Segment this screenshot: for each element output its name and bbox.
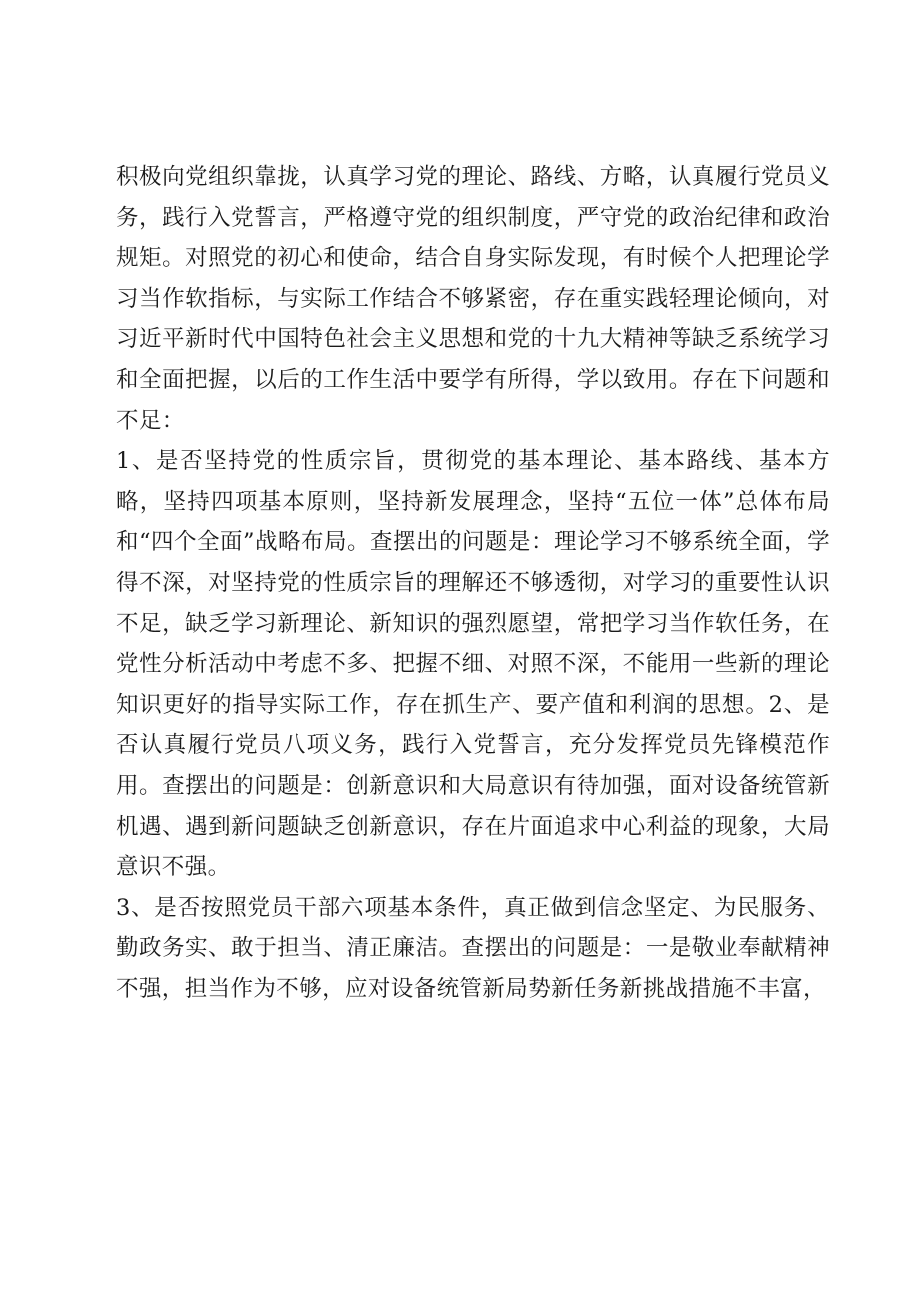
paragraph-item-3: 3、是否按照党员干部六项基本条件，真正做到信念坚定、为民服务、勤政务实、敢于担当、清正廉洁。查摆出的问题是：一是敬业奉献精神不强，担当作为不够，应对设备统管新局势新任务新挑战措施不丰富， <box>116 894 830 1002</box>
paragraph-item-1-2: 1、是否坚持党的性质宗旨，贯彻党的基本理论、基本路线、基本方略，坚持四项基本原则，坚持新发展理念，坚持“五位一体”总体布局和“四个全面”战略布局。查摆出的问题是：理论学习不够系统全面，学得不深，对坚持党的性质宗旨的理解还不够透彻，对学习的重要性认识不足，缺乏学习新理论、新知识的强烈愿望，常把学习当作软任务，在党性分析活动中考虑不多、把握不细、对照不深，不能用一些新的理论知识更好的指导实际工作，存在抓生产、要产值和利润的思想。2、是否认真履行党员八项义务，践行入党誓言，充分发挥党员先锋模范作用。查摆出的问题是：创新意识和大局意识有待加强，面对设备统管新机遇、遇到新问题缺乏创新意识，存在片面追求中心利益的现象，大局意识不强。 <box>116 448 830 881</box>
document-body <box>116 157 830 1009</box>
paragraph-intro: 积极向党组织靠拢，认真学习党的理论、路线、方略，认真履行党员义务，践行入党誓言，严格遵守党的组织制度，严守党的政治纪律和政治规矩。对照党的初心和使命，结合自身实际发现，有时候个人把理论学习当作软指标，与实际工作结合不够紧密，存在重实践轻理论倾向，对习近平新时代中国特色社会主义思想和党的十九大精神等缺乏系统学习和全面把握，以后的工作生活中要学有所得，学以致用。存在下问题和不足： <box>116 164 830 434</box>
